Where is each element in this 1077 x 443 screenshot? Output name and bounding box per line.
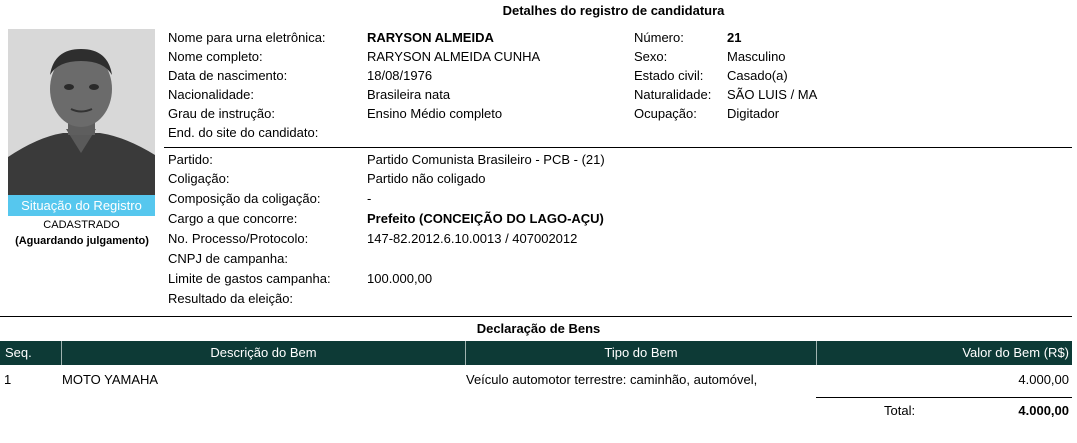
label-limite-gastos: Limite de gastos campanha: xyxy=(168,271,331,286)
value-composicao: - xyxy=(367,191,372,206)
label-coligacao: Coligação: xyxy=(168,171,230,186)
situacao-status: CADASTRADO xyxy=(43,219,120,231)
label-ocupacao: Ocupação: xyxy=(634,106,697,121)
divider xyxy=(0,316,1072,317)
value-data-nascimento: 18/08/1976 xyxy=(367,68,433,83)
value-naturalidade: SÃO LUIS / MA xyxy=(727,87,818,102)
label-partido: Partido: xyxy=(168,152,213,167)
label-site: End. do site do candidato: xyxy=(168,125,319,140)
value-grau-instrucao: Ensino Médio completo xyxy=(367,106,503,121)
bens-table-header xyxy=(0,341,1072,365)
value-limite-gastos: 100.000,00 xyxy=(367,271,433,286)
total-label: Total: xyxy=(884,403,916,418)
label-numero: Número: xyxy=(634,30,684,45)
value-estado-civil: Casado(a) xyxy=(727,68,788,83)
value-sexo: Masculino xyxy=(727,49,786,64)
situacao-note: (Aguardando julgamento) xyxy=(15,235,149,247)
column-header-descricao: Descrição do Bem xyxy=(210,345,317,360)
column-header-valor: Valor do Bem (R$) xyxy=(962,345,1069,360)
label-nacionalidade: Nacionalidade: xyxy=(168,87,255,102)
total-value: 4.000,00 xyxy=(1018,403,1069,418)
value-nome-urna: RARYSON ALMEIDA xyxy=(367,30,494,45)
label-processo: No. Processo/Protocolo: xyxy=(168,231,309,246)
situacao-label: Situação do Registro xyxy=(8,195,155,216)
label-estado-civil: Estado civil: xyxy=(634,68,704,83)
value-processo: 147-82.2012.6.10.0013 / 407002012 xyxy=(367,231,578,246)
value-nome-completo: RARYSON ALMEIDA CUNHA xyxy=(367,49,541,64)
value-nacionalidade: Brasileira nata xyxy=(367,87,451,102)
value-numero: 21 xyxy=(727,30,742,45)
label-nome-urna: Nome para urna eletrônica: xyxy=(168,30,326,45)
label-sexo: Sexo: xyxy=(634,49,668,64)
value-partido: Partido Comunista Brasileiro - PCB - (21) xyxy=(367,152,605,167)
person-silhouette-icon xyxy=(8,29,155,195)
label-naturalidade: Naturalidade: xyxy=(634,87,712,102)
label-cargo: Cargo a que concorre: xyxy=(168,211,298,226)
cell-seq: 1 xyxy=(4,372,12,387)
label-nome-completo: Nome completo: xyxy=(168,49,263,64)
cell-valor: 4.000,00 xyxy=(1018,372,1069,387)
column-header-tipo: Tipo do Bem xyxy=(604,345,678,360)
value-ocupacao: Digitador xyxy=(727,106,780,121)
label-grau-instrucao: Grau de instrução: xyxy=(168,106,275,121)
divider xyxy=(816,397,1072,398)
column-header-seq: Seq. xyxy=(5,345,32,360)
divider xyxy=(164,147,1072,148)
value-coligacao: Partido não coligado xyxy=(367,171,486,186)
label-composicao: Composição da coligação: xyxy=(168,191,321,206)
label-data-nascimento: Data de nascimento: xyxy=(168,68,288,83)
page-title: Detalhes do registro de candidatura xyxy=(502,3,725,18)
value-cargo: Prefeito (CONCEIÇÃO DO LAGO-AÇU) xyxy=(367,211,604,226)
cell-tipo: Veículo automotor terrestre: caminhão, automóvel, xyxy=(466,372,758,387)
bens-title: Declaração de Bens xyxy=(476,321,601,336)
label-resultado: Resultado da eleição: xyxy=(168,291,294,306)
label-cnpj: CNPJ de campanha: xyxy=(168,251,288,266)
candidate-photo xyxy=(8,29,155,195)
cell-descricao: MOTO YAMAHA xyxy=(62,372,159,387)
